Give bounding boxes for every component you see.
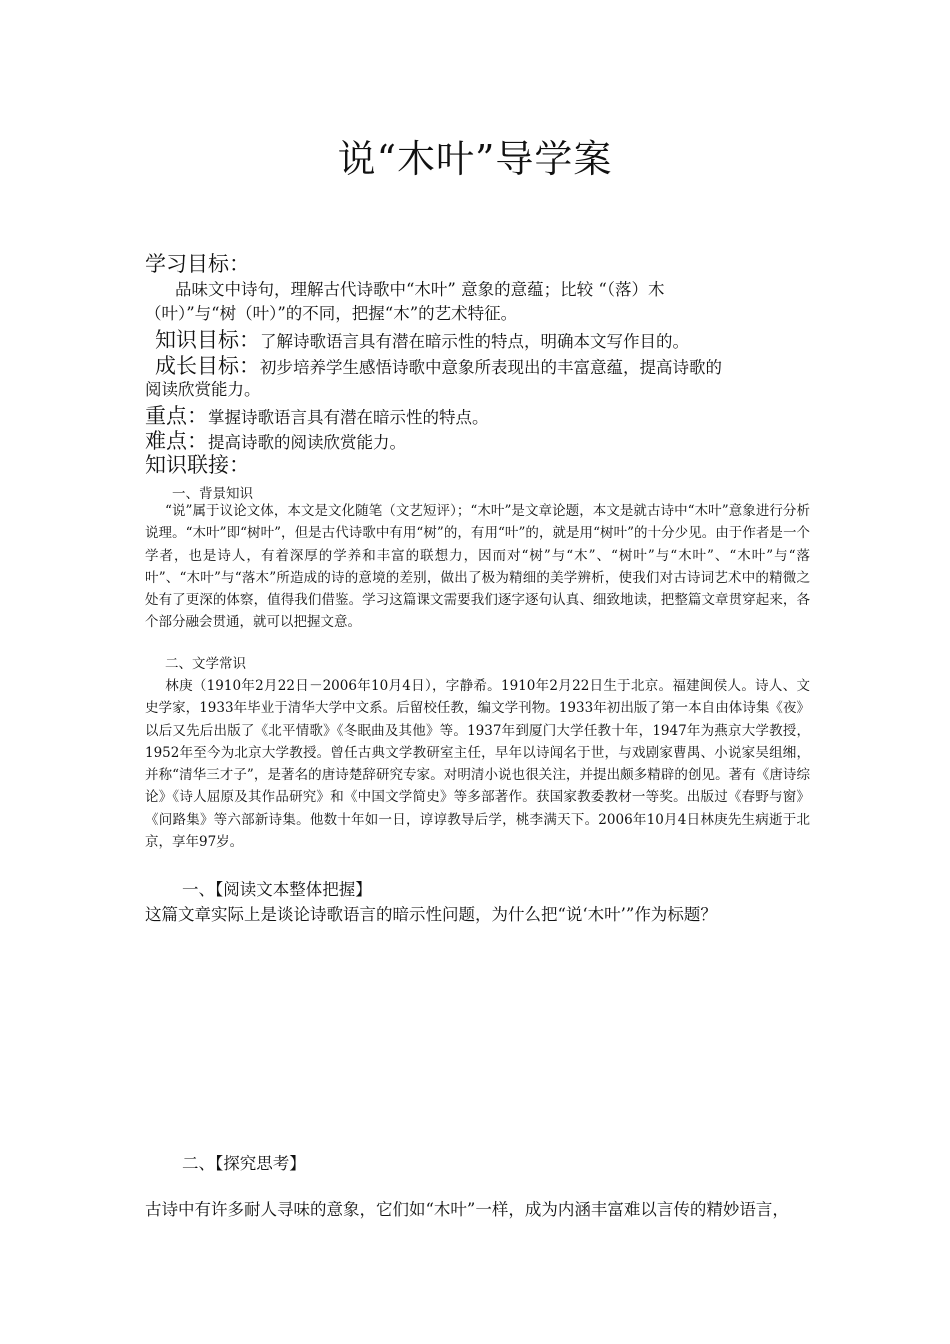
growth-text: 初步培养学生感悟诗歌中意象所表现出的丰富意蕴，提高诗歌的 xyxy=(260,358,722,377)
section2-heading: 二、【探究思考】 xyxy=(182,1154,306,1173)
page-title: 说“木叶”导学案 xyxy=(337,137,613,181)
growth-label: 成长目标： xyxy=(155,354,260,378)
knowledge-label: 知识目标： xyxy=(155,328,260,352)
section2-text: 古诗中有许多耐人寻味的意象，它们如“木叶”一样，成为内涵丰富难以言传的精妙语言， xyxy=(145,1200,789,1219)
knowledge-text: 了解诗歌语言具有潜在暗示性的特点，明确本文写作目的。 xyxy=(260,332,689,351)
section1-heading: 一、【阅读文本整体把握】 xyxy=(182,880,372,899)
key-point-text: 掌握诗歌语言具有潜在暗示性的特点。 xyxy=(208,408,489,427)
objectives-heading: 学习目标： xyxy=(145,252,250,276)
objectives-line2: （叶）”与“树（叶）”的不同，把握“木”的艺术特征。 xyxy=(145,304,518,323)
key-point-label: 重点： xyxy=(145,404,208,428)
difficulty-label: 难点： xyxy=(145,429,208,453)
literature-paragraph xyxy=(145,675,810,853)
background-paragraph xyxy=(145,500,810,634)
literature-text: 林庚（1910年2月22日－2006年10月4日），字静希。1910年2月22日生于北京。福建闽侯人。诗人、文史学家，1933年毕业于清华大学中文系。后留校任教，编文学刊物。1933年初出版了第一本自由体诗集《夜》以后又先后出版了《北平情歌》《冬眠曲及其他》等。1937年到厦门大学任教十年，1947年为燕京大学教授，1952年至今为北京大学教授。曾任古典文学教研室主任，早年以诗闻名于世，与戏剧家曹禺、小说家吴组缃，并称“清华三才子”，是著名的唐诗楚辞研究专家。对明清小说也很关注，并提出颇多精辟的创见。著有《唐诗综论》《诗人屈原及其作品研究》和《中国文学简史》等多部著作。获国家教委教材一等奖。出版过《春野与窗》《问路集》等六部新诗集。他数十年如一日，谆谆教导后学，桃李满天下。2006年10月4日林庚先生病逝于北京，享年97岁。 xyxy=(145,678,810,851)
literature-heading: 二、文学常识 xyxy=(165,656,246,672)
section1-question: 这篇文章实际上是谈论诗歌语言的暗示性问题，为什么把“说‘木叶’”作为标题？ xyxy=(145,905,717,924)
background-text: “说”属于议论文体，本文是文化随笔（文艺短评）；“木叶”是文章论题，本文是就古诗中“木叶”意象进行分析说理。“木叶”即“树叶”，但是古代诗歌中有用“树”的，有用“叶”的，就是用“树叶”的十分少见。由于作者是一个学者，也是诗人，有着深厚的学养和丰富的联想力，因而对“树”与“木”、“树叶”与“木叶”、“木叶”与“落叶”、“木叶”与“落木”所造成的诗的意境的差别，做出了极为精细的美学辨析，使我们对古诗词艺术中的精微之处有了更深的体察，值得我们借鉴。学习这篇课文需要我们逐字逐句认真、细致地读，把整篇文章贯穿起来，各个部分融会贯通，就可以把握文意。 xyxy=(145,503,810,631)
background-heading: 一、背景知识 xyxy=(172,486,253,502)
growth-text-continued: 阅读欣赏能力。 xyxy=(145,380,261,399)
difficulty-text: 提高诗歌的阅读欣赏能力。 xyxy=(208,433,406,452)
objectives-line1: 品味文中诗句，理解古代诗歌中“木叶” 意象的意蕴；比较 “（落）木 xyxy=(175,280,665,299)
links-heading: 知识联接： xyxy=(145,453,250,477)
